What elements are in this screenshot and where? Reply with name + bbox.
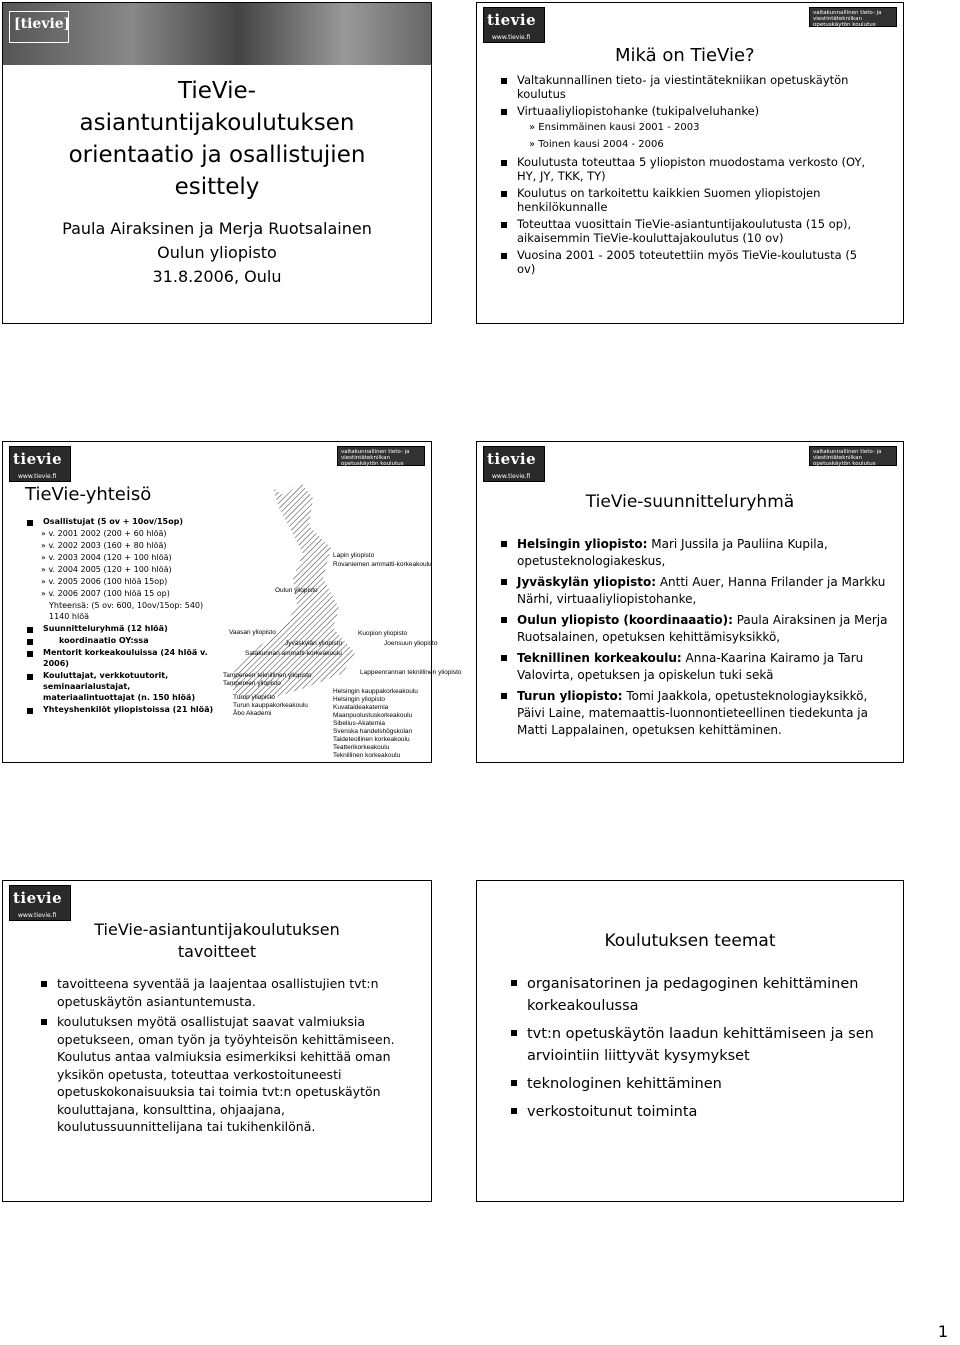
org-members: Tomi Jaakkola, opetusteknologiayksikkö, Päivi Laine, matemaattis-luonnontieteellinen tiedekunta ja Matti Lappalainen, opetuksen kehittäminen.: [517, 689, 868, 737]
title-line: tavoitteet: [177, 942, 257, 961]
map-label: Tampereen yliopisto: [223, 680, 281, 687]
org-members: Anna-Kaarina Kairamo ja Taru Valovirta, opetuksen ja opiskelun tuki sekä: [517, 651, 864, 682]
bullet-item: » v. 2002 2003 (160 + 80 hlöä): [41, 541, 167, 550]
bullet-item: » v. 2001 2002 (200 + 60 hlöä): [41, 529, 167, 538]
map-label: Lapin yliopisto: [333, 552, 375, 559]
logo-text: tievie: [13, 889, 63, 907]
slide-1-title: [3, 75, 431, 203]
map-label: Turun kauppakorkeakoulu: [233, 702, 308, 709]
map-label: Kuvataideakatemia: [333, 704, 389, 711]
bullet-list: [509, 973, 879, 1129]
slide-title: TieVie-suunnitteluryhmä: [585, 492, 795, 512]
date: 31.8.2006, Oulu: [152, 267, 282, 286]
bullet-item: Vuosina 2001 - 2005 toteutettiin myös TieVie-koulutusta (5 ov): [499, 248, 879, 276]
bullet-item: » Ensimmäinen kausi 2001 - 2003: [529, 122, 700, 133]
bullet-item: Yhteyshenkilöt yliopistoissa (21 hlöä): [25, 704, 220, 715]
logo-url: www.tievie.fi: [492, 34, 531, 41]
slide-1: [2, 2, 432, 324]
bullet-item: » v. 2003 2004 (120 + 100 hlöä): [41, 553, 172, 562]
bullet-item: Kouluttajat, verkkotuutorit, seminaarialustajat, materiaalintuottajat (n. 150 hlöä): [25, 670, 220, 703]
title-line: esittely: [174, 174, 260, 200]
bullet-item: Valtakunnallinen tieto- ja viestintätekniikan opetuskäytön koulutus: [499, 73, 879, 101]
map-label: Lappeenrannan teknillinen yliopisto: [360, 669, 462, 676]
map-label: Helsingin kauppakorkeakoulu: [333, 688, 418, 695]
map-label: Oulun yliopisto: [275, 587, 318, 594]
logo-text: tievie: [487, 11, 537, 29]
bullet-item: tavoitteena syventää ja laajentaa osallistujien tvt:n opetuskäytön asiantuntemusta.: [39, 975, 407, 1010]
logo: [9, 446, 71, 482]
bullet-item: [499, 574, 889, 608]
bullet-item: koulutuksen myötä osallistujat saavat valmiuksia opetukseen, oman työn ja työyhteisön kehittämiseen. Koulutus antaa valmiuksia esimerkiksi kehittää oman yksikön opetusta, toteuttaa verkostoituneesti opetuskokonaisuuksia tai toimia tvt:n opetuskäytön kouluttajana, konsulttina, ohjaajana, koulutussuunnittelijana tai tukihenkilönä.: [39, 1013, 407, 1136]
logo-url: www.tievie.fi: [18, 473, 57, 480]
org-members: Mari Jussila ja Pauliina Kupila, opetusteknologiakeskus,: [517, 537, 828, 568]
map-label: Helsingin yliopisto: [333, 696, 386, 703]
bullet-item: Virtuaaliyliopistohanke (tukipalveluhanke): [499, 104, 879, 118]
map-label: Rovaniemen ammatti-korkeakoulu: [333, 561, 432, 568]
bullet-item: Yhteensä: (5 ov: 600, 10ov/15op: 540) 1140 hlöä: [49, 601, 204, 621]
bullet-item: [499, 612, 889, 646]
slide-2: [476, 2, 904, 324]
authors: Paula Airaksinen ja Merja Ruotsalainen: [62, 219, 372, 238]
map-label: Kuopion yliopisto: [358, 630, 408, 637]
bullet-item: » v. 2004 2005 (120 + 100 hlöä): [41, 565, 172, 574]
map-label: Sibelius-Akatemia: [333, 720, 386, 727]
header-banner: valtakunnallinen tieto- ja viestintätekniikan opetuskäytön koulutus: [809, 446, 897, 466]
org-name: Turun yliopisto:: [517, 689, 623, 703]
bullet-item: Koulutusta toteuttaa 5 yliopiston muodostama verkosto (OY, HY, JY, TKK, TY): [499, 155, 879, 183]
bullet-item: Suunnitteluryhmä (12 hlöä): [25, 623, 220, 634]
header-banner: valtakunnallinen tieto- ja viestintätekniikan opetuskäytön koulutus: [809, 7, 897, 27]
org-name: Oulun yliopisto (koordinaaatio):: [517, 613, 733, 627]
bullet-item: teknologinen kehittäminen: [509, 1073, 879, 1095]
organization: Oulun yliopisto: [157, 243, 277, 262]
header-banner: valtakunnallinen tieto- ja viestintätekniikan opetuskäytön koulutus: [337, 446, 425, 466]
org-members: Paula Airaksinen ja Merja Ruotsalainen, opetuksen kehittämisyksikkö,: [517, 613, 888, 644]
slide-3: [2, 441, 462, 763]
map-label: Åbo Akademi: [233, 710, 272, 717]
slide-4: [476, 441, 904, 763]
bullet-item: » Toinen kausi 2004 - 2006: [529, 139, 664, 150]
slide-1-photo-banner: [3, 3, 431, 65]
map-label: Satakunnan ammatti-korkeakoulu: [245, 650, 342, 657]
title-line: asiantuntijakoulutuksen: [79, 110, 355, 136]
map-label: Tampereen teknillinen yliopisto: [223, 672, 312, 679]
logo: [483, 7, 545, 43]
slide-title: Mikä on TieVie?: [615, 45, 755, 66]
bullet-item: » v. 2006 2007 (100 hlöä 15 op): [41, 589, 170, 598]
bullet-item: [499, 536, 889, 570]
bullet-list: [499, 536, 889, 743]
map-label: Teatterikorkeakoulu: [333, 744, 390, 751]
finland-map: [213, 478, 431, 763]
map-label: Maanpuolustuskorkeakoulu: [333, 712, 413, 719]
slide-1-byline: [3, 217, 431, 289]
logo-url: www.tievie.fi: [492, 473, 531, 480]
bullet-item: Koulutus on tarkoitettu kaikkien Suomen yliopistojen henkilökunnalle: [499, 186, 879, 214]
slide-5: [2, 880, 432, 1202]
bullet-list: [25, 516, 220, 716]
map-label: Turun yliopisto: [233, 694, 276, 701]
bullet-item: Mentorit korkeakouluissa (24 hlöä v. 2006): [25, 647, 220, 669]
bullet-item: [499, 650, 889, 684]
slide-title: TieVie-yhteisö: [25, 484, 152, 505]
bullet-item: Toteuttaa vuosittain TieVie-asiantuntijakoulutusta (15 op), aikaisemmin TieVie-kouluttajakoulutus (10 ov): [499, 217, 879, 245]
map-label: Jyväskylän yliopisto: [285, 640, 343, 647]
bullet-item: » v. 2005 2006 (100 hlöä 15op): [41, 577, 168, 586]
map-label: Vaasan yliopisto: [229, 629, 276, 636]
map-label: Svenska handelshögskolan: [333, 728, 413, 735]
title-line: orientaatio ja osallistujien: [68, 142, 366, 168]
slide-title: [3, 919, 431, 963]
org-members: Antti Auer, Hanna Frilander ja Markku Närhi, virtuaaliyliopistohanke,: [517, 575, 886, 606]
bullet-list: [499, 73, 879, 279]
logo: [9, 885, 71, 921]
org-name: Jyväskylän yliopisto:: [517, 575, 657, 589]
bullet-item: [499, 688, 889, 739]
bullet-item: Osallistujat (5 ov + 10ov/15op): [25, 516, 220, 527]
logo-text: tievie: [13, 450, 63, 468]
logo: [tievie]: [9, 11, 69, 43]
bullet-list: [39, 975, 407, 1139]
bullet-item: verkostoitunut toiminta: [509, 1101, 879, 1123]
map-label: Joensuun yliopisto: [384, 640, 438, 647]
logo-url: www.tievie.fi: [18, 912, 57, 919]
bullet-item: koordinaatio OY:ssa: [25, 635, 220, 646]
logo: [483, 446, 545, 482]
org-name: Teknillinen korkeakoulu:: [517, 651, 682, 665]
logo-text: tievie: [487, 450, 537, 468]
bullet-item: organisatorinen ja pedagoginen kehittäminen korkeakoulussa: [509, 973, 879, 1017]
slide-6: [476, 880, 904, 1202]
slide-title: Koulutuksen teemat: [604, 931, 776, 951]
map-label: Teknillinen korkeakoulu: [333, 752, 401, 759]
title-line: TieVie-: [178, 78, 256, 104]
map-label: Taideteollinen korkeakoulu: [333, 736, 410, 743]
title-line: TieVie-asiantuntijakoulutuksen: [94, 920, 340, 939]
page-number: 1: [937, 1322, 948, 1341]
bullet-item: tvt:n opetuskäytön laadun kehittämiseen ja sen arviointiin liittyvät kysymykset: [509, 1023, 879, 1067]
org-name: Helsingin yliopisto:: [517, 537, 648, 551]
